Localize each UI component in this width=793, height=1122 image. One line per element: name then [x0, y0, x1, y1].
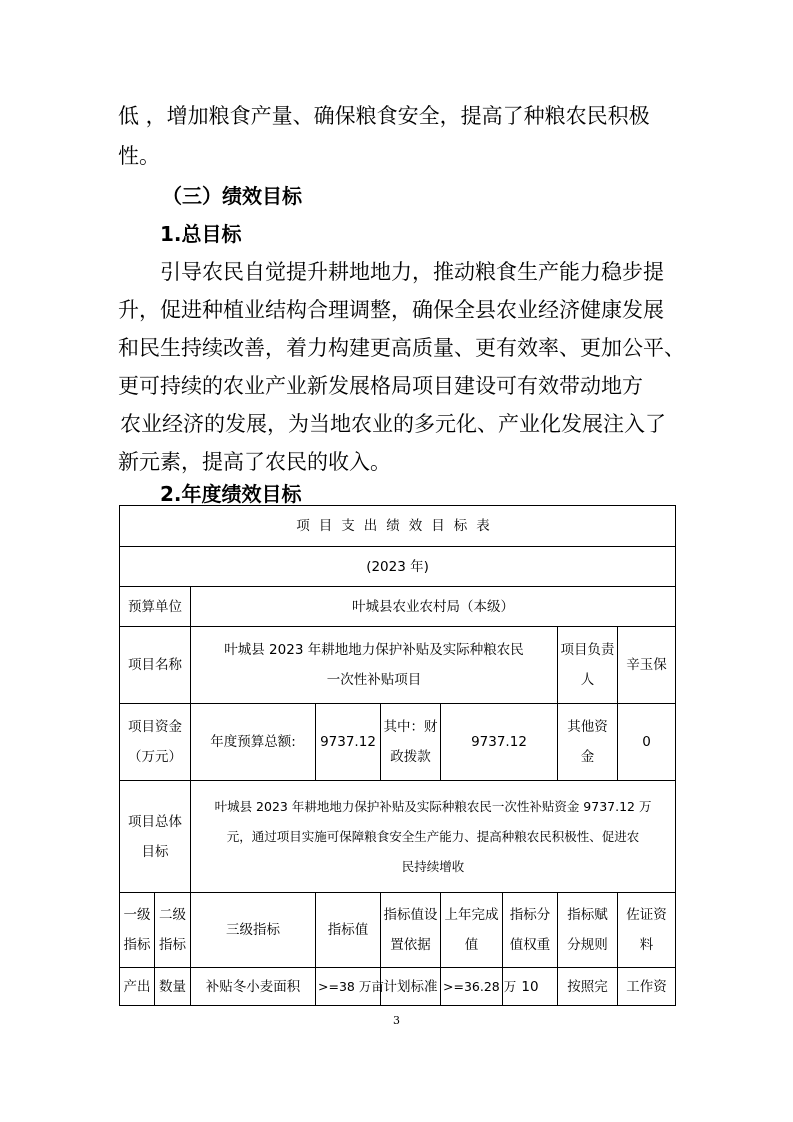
- cell-scoring-rule: 按照完: [558, 968, 618, 1006]
- project-name-label: 项目名称: [120, 627, 191, 704]
- other-funds-label: [558, 704, 618, 781]
- cell-weight: 10: [503, 968, 558, 1006]
- performance-target-table: [119, 505, 676, 1006]
- overall-target-label-line: 项目总体: [128, 813, 182, 830]
- header-scoring-rule: [558, 893, 618, 968]
- header-evidence: [618, 893, 676, 968]
- funds-label-line: 项目资金: [128, 719, 182, 735]
- header-text: 指标: [159, 937, 186, 953]
- overall-target-line: 元，通过项目实施可保障粮食安全生产能力、提高种粮农民积极性、促进农: [226, 828, 640, 844]
- paragraph-line: 低 ，增加粮食产量、确保粮食安全，提高了种粮农民积极: [118, 104, 650, 128]
- header-text: 二级: [159, 907, 186, 923]
- paragraph-line: 引导农民自觉提升耕地地力，推动粮食生产能力稳步提: [160, 260, 664, 284]
- header-value: 指标值: [316, 893, 381, 968]
- paragraph-line: 新元素，提高了农民的收入。: [118, 450, 391, 474]
- overall-target-label-line: 目标: [141, 843, 169, 860]
- header-text: 指标值设: [383, 907, 438, 923]
- header-text: 值权重: [509, 937, 551, 953]
- funds-label-line: （万元）: [128, 749, 182, 765]
- page-number: 3: [393, 1014, 400, 1027]
- subsection-heading-annual: 2.年度绩效目标: [160, 482, 302, 506]
- budget-unit-value: 叶城县农业农村局（本级）: [191, 587, 676, 627]
- other-funds-label-line: 其他资: [567, 719, 608, 735]
- paragraph-line: 升，促进种植业结构合理调整，确保全县农业经济健康发展: [118, 298, 664, 322]
- header-text: 分规则: [567, 937, 608, 953]
- header-basis: [381, 893, 441, 968]
- other-funds-label-line: 金: [580, 749, 595, 765]
- header-text: 值: [464, 937, 479, 953]
- cell-last-year: >=36.28 万: [441, 968, 503, 1006]
- header-text: 料: [639, 937, 654, 953]
- header-text: 佐证资: [626, 907, 667, 923]
- cell-level1: 产出: [120, 968, 155, 1006]
- paragraph-line: 更可持续的农业产业新发展格局项目建设可有效带动地方: [118, 374, 643, 398]
- paragraph-line: 和民生持续改善，着力构建更高质量、更有效率、更加公平、: [118, 336, 685, 360]
- header-text: 置依据: [390, 937, 431, 953]
- header-level1: [120, 893, 155, 968]
- leader-label: 项目负责人: [558, 627, 618, 704]
- header-text: 上年完成: [444, 907, 499, 923]
- header-last-year: [441, 893, 503, 968]
- funds-label: [120, 704, 191, 781]
- fiscal-value: 9737.12: [441, 704, 558, 781]
- leader-value: 辛玉保: [618, 627, 676, 704]
- fiscal-label: [381, 704, 441, 781]
- project-name-line: 一次性补贴项目: [326, 672, 422, 688]
- header-text: 指标赋: [567, 907, 608, 923]
- annual-budget-label: 年度预算总额:: [191, 704, 316, 781]
- header-level2: [155, 893, 191, 968]
- table-row: [120, 968, 676, 1006]
- budget-unit-label: 预算单位: [120, 587, 191, 627]
- annual-budget-value: 9737.12: [316, 704, 381, 781]
- cell-value: >=38 万亩: [316, 968, 381, 1006]
- cell-evidence: 工作资: [618, 968, 676, 1006]
- cell-level3: 补贴冬小麦面积: [191, 968, 316, 1006]
- table-year: (2023 年): [120, 547, 676, 587]
- paragraph-line: 性。: [118, 144, 160, 168]
- project-name-value: [191, 627, 558, 704]
- project-name-line: 叶城县 2023 年耕地地力保护补贴及实际种粮农民: [224, 642, 524, 658]
- overall-target-value: [191, 781, 676, 893]
- other-funds-value: 0: [618, 704, 676, 781]
- fiscal-label-line: 政拨款: [390, 749, 431, 765]
- fiscal-label-line: 其中：财: [383, 719, 438, 735]
- overall-target-line: 民持续增收: [401, 858, 465, 874]
- header-weight: [503, 893, 558, 968]
- subsection-heading-total: 1.总目标: [160, 222, 242, 246]
- overall-target-label: [120, 781, 191, 893]
- header-text: 指标分: [509, 907, 551, 923]
- overall-target-line: 叶城县 2023 年耕地地力保护补贴及实际种粮农民一次性补贴资金 9737.12 万: [214, 798, 652, 814]
- header-text: 指标: [123, 937, 151, 953]
- paragraph-line: 农业经济的发展，为当地农业的多元化、产业化发展注入了: [120, 412, 666, 436]
- section-heading: （三）绩效目标: [162, 184, 302, 208]
- cell-basis: 计划标准: [381, 968, 441, 1006]
- header-text: 一级: [123, 907, 151, 923]
- table-title: 项目支出绩效目标表: [120, 506, 676, 547]
- cell-level2: 数量: [155, 968, 191, 1006]
- header-level3: 三级指标: [191, 893, 316, 968]
